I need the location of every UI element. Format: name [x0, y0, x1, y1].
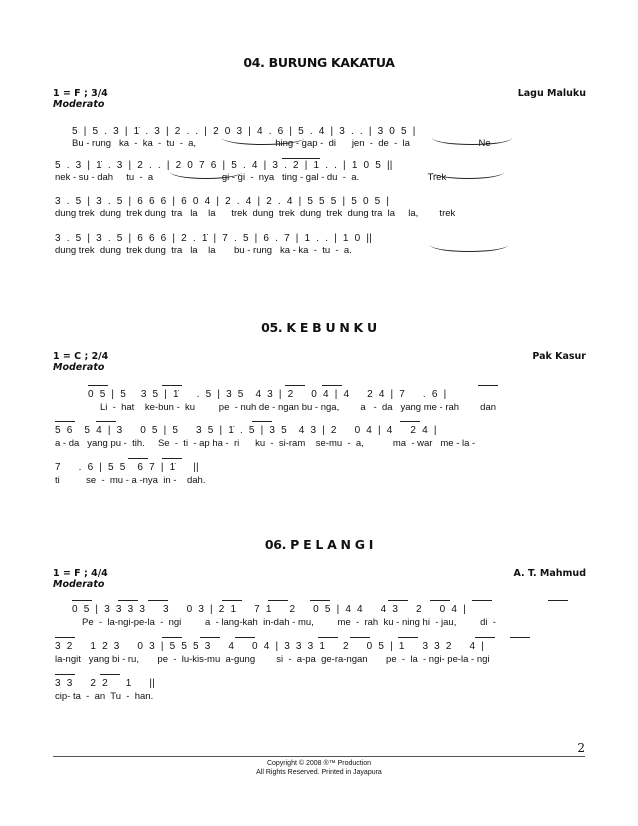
notation-line: 0 5 | 3 3 3 3 3 0 3 | 2 1 7 1 2 0 5 | 4 4 4 3 2 0 4 |	[72, 604, 466, 615]
beam-mark	[318, 637, 338, 638]
beam-mark	[55, 674, 75, 675]
lyric-line: Pe - la-ngi-pe-la - ngi a - lang-kah in-dah - mu, me - rah ku - ning hi - jau, di -	[82, 617, 496, 628]
lyric-line: cip- ta - an Tu - han.	[55, 691, 154, 702]
copyright-line: Copyright © 2008 ®™ Production	[266, 760, 372, 767]
song-key: 1 = F ; 3/4	[53, 88, 108, 99]
beam-mark	[100, 674, 120, 675]
beam-mark	[118, 600, 138, 601]
beam-mark	[96, 421, 116, 422]
notation-line: 3 . 5 | 3 . 5 | 6 6 6 | 6 0 4 | 2 . 4 | 2 . 4 | 5 5 5 | 5 0 5 |	[55, 196, 390, 207]
beam-mark	[162, 458, 182, 459]
song-title: 05. K E B U N K U	[261, 320, 377, 335]
beam-mark	[162, 385, 182, 386]
beam-mark	[88, 385, 108, 386]
notation-line: 3 . 5 | 3 . 5 | 6 6 6 | 2 . 1̇ | 7 . 5 | 6 . 7 | 1 . . | 1 0 ||	[55, 233, 372, 244]
beam-mark	[148, 600, 168, 601]
notation-line: 5 6 5 4 | 3 0 5 | 5 3 5 | 1̇ . 5 | 3 5 4 3 | 2 0 4 | 4 2 4 |	[55, 425, 437, 436]
lyric-line: Li - hat ke-bun - ku pe - nuh de - ngan bu - nga, a - da yang me - rah dan	[100, 402, 497, 413]
beam-mark	[128, 458, 148, 459]
song-composer: Lagu Maluku	[517, 88, 586, 99]
notation-line: 5 . 3 | 1̇ . 3 | 2 . . | 2 0 7 6 | 5 . 4 | 3 . 2 | 1 . . | 1 0 5 ||	[55, 160, 393, 171]
beam-mark	[72, 600, 92, 601]
page-number: 2	[577, 741, 585, 755]
beam-mark	[475, 637, 495, 638]
footer-divider	[53, 756, 585, 757]
slur-mark	[430, 245, 508, 252]
copyright-rights: All Rights Reserved. Printed in Jayapura	[256, 769, 382, 776]
beam-mark	[235, 637, 255, 638]
song-composer: Pak Kasur	[532, 351, 586, 362]
beam-mark	[510, 637, 530, 638]
notation-line: 3 3 2 2 1 ||	[55, 678, 155, 689]
beam-mark	[472, 600, 492, 601]
lyric-line: Bu - rung ka - ka - tu - a, hing - gap - di jen - de - la Ne -	[72, 138, 497, 149]
song-tempo: Moderato	[53, 579, 105, 590]
song-title: 04. BURUNG KAKATUA	[243, 55, 395, 70]
lyric-line: dung trek dung trek dung tra la la trek dung trek dung trek dung tra la la, trek	[55, 208, 456, 219]
beam-mark	[430, 600, 450, 601]
beam-mark	[282, 158, 320, 159]
beam-mark	[398, 637, 418, 638]
beam-mark	[222, 600, 242, 601]
beam-mark	[322, 385, 342, 386]
beam-mark	[310, 600, 330, 601]
beam-mark	[55, 637, 75, 638]
beam-mark	[478, 385, 498, 386]
lyric-line: a - da yang pu - tih. Se - ti - ap ha - ri ku - si-ram se-mu - a, ma - war me - la -	[55, 438, 476, 449]
song-composer: A. T. Mahmud	[513, 568, 586, 579]
notation-line: 5 | 5 . 3 | 1̇ . 3 | 2 . . | 2 0 3 | 4 . 6 | 5 . 4 | 3 . . | 3 0 5 |	[72, 126, 416, 137]
beam-mark	[400, 421, 420, 422]
song-title: 06. P E L A N G I	[264, 537, 374, 552]
beam-mark	[548, 600, 568, 601]
beam-mark	[162, 637, 182, 638]
notation-line: 3 2 1 2 3 0 3 | 5 5 5 3 4 0 4 | 3 3 3 1 2 0 5 | 1 3 3 2 4 |	[55, 641, 485, 652]
song-tempo: Moderato	[53, 99, 105, 110]
notation-line: 0 5 | 5 3 5 | 1̇ . 5 | 3 5 4 3 | 2 0 4 | 4 2 4 | 7 . 6 |	[88, 389, 447, 400]
lyric-line: dung trek dung trek dung tra la la bu - rung ka - ka - tu - a.	[55, 245, 352, 256]
lyric-line: ti se - mu - a -nya in - dah.	[55, 475, 206, 486]
beam-mark	[200, 637, 220, 638]
beam-mark	[55, 421, 75, 422]
song-key: 1 = C ; 2/4	[53, 351, 109, 362]
beam-mark	[350, 637, 370, 638]
lyric-line: la-ngit yang bi - ru, pe - lu-kis-mu a-gung si - a-pa ge-ra-ngan pe - la - ngi- pe-la - ngi	[55, 654, 490, 665]
beam-mark	[268, 600, 288, 601]
song-tempo: Moderato	[53, 362, 105, 373]
beam-mark	[285, 385, 305, 386]
beam-mark	[252, 421, 272, 422]
lyric-line: nek - su - dah tu - a gi - gi - nya ting - gal - du - a. Trek	[55, 172, 447, 183]
notation-line: 7 . 6 | 5 5 6 7 | 1̇ ||	[55, 462, 199, 473]
song-key: 1 = F ; 4/4	[53, 568, 108, 579]
beam-mark	[388, 600, 408, 601]
